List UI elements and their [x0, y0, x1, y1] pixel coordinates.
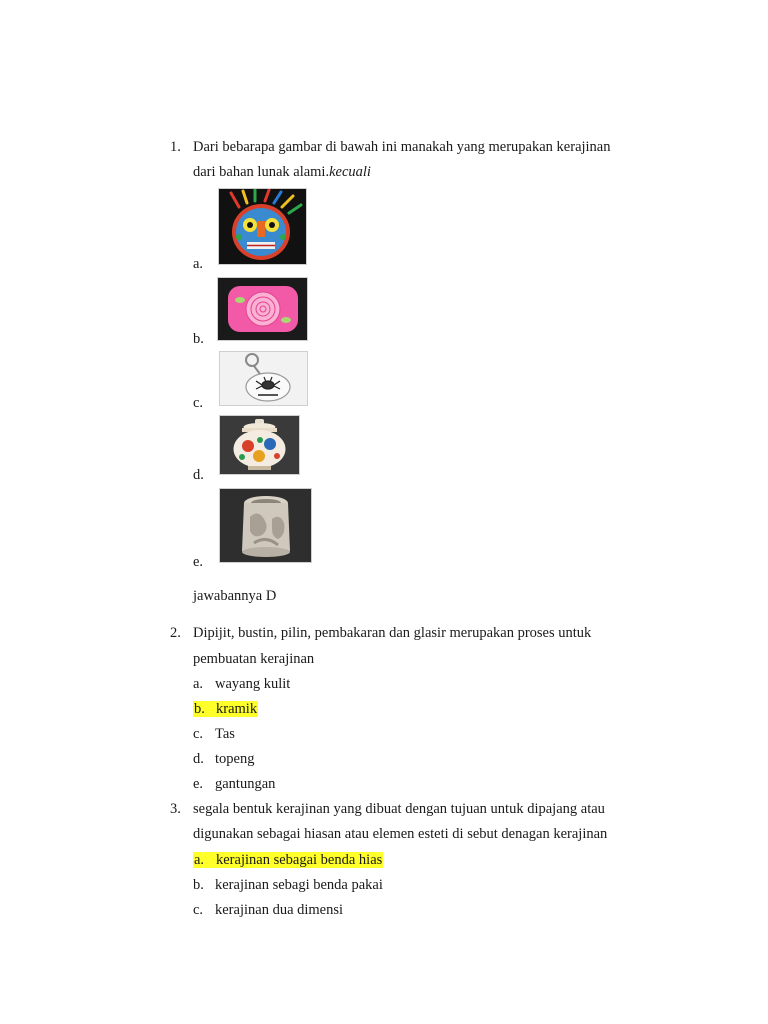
- question-text-continued: pembuatan kerajinan: [193, 651, 315, 667]
- question-text-continued: dari bahan lunak alami.kecuali: [193, 164, 371, 180]
- option-label: topeng: [215, 751, 255, 767]
- question-number: 2.: [170, 625, 181, 641]
- option-a-highlighted: [193, 851, 383, 869]
- option-label: kerajinan sebagi benda pakai: [215, 877, 383, 893]
- question-text: segala bentuk kerajinan yang dibuat dengan tujuan untuk dipajang atau: [193, 801, 605, 817]
- option-letter: e.: [193, 554, 204, 570]
- option-d: [193, 750, 254, 768]
- answer-text: jawabannya D: [193, 588, 277, 604]
- option-label: kerajinan sebagai benda hias: [216, 852, 383, 868]
- option-a: [193, 675, 290, 693]
- option-e: [193, 775, 275, 793]
- option-label: kramik: [216, 701, 258, 717]
- option-letter: b.: [193, 877, 204, 893]
- option-letter: d.: [193, 467, 204, 483]
- option-letter: b.: [193, 331, 204, 347]
- option-letter: c.: [193, 902, 204, 918]
- carved-stone-vase-icon: [220, 489, 311, 562]
- mask-icon: [219, 189, 306, 264]
- emphasis-text: kecuali: [329, 164, 371, 180]
- question-number: 3.: [170, 801, 181, 817]
- question-text: Dari bebarapa gambar di bawah ini manakah yang merupakan kerajinan: [193, 139, 611, 155]
- question-text: Dipijit, bustin, pilin, pembakaran dan glasir merupakan proses untuk: [193, 625, 592, 641]
- option-letter: e.: [193, 776, 204, 792]
- question-text-continued: digunakan sebagai hiasan atau elemen esteti di sebut denagan kerajinan: [193, 826, 608, 842]
- option-letter: d.: [193, 751, 204, 767]
- option-letter: c.: [193, 726, 204, 742]
- pink-flower-soap-icon: [218, 278, 307, 340]
- option-letter: b.: [194, 701, 205, 717]
- option-label: wayang kulit: [215, 676, 291, 692]
- option-letter: c.: [193, 395, 204, 411]
- option-label: Tas: [215, 726, 235, 742]
- option-label: kerajinan dua dimensi: [215, 902, 344, 918]
- option-letter: a.: [193, 676, 204, 692]
- option-letter: a.: [193, 256, 204, 272]
- answer-highlight: [193, 701, 258, 717]
- option-b-highlighted: [193, 700, 258, 718]
- option-b: [193, 876, 383, 894]
- question-number: 1.: [170, 139, 181, 155]
- ceramic-jar-icon: [220, 416, 299, 474]
- option-letter: a.: [194, 852, 205, 868]
- option-c: [193, 901, 343, 919]
- option-label: gantungan: [215, 776, 276, 792]
- option-c: [193, 725, 235, 743]
- resin-keychain-icon: [220, 352, 307, 405]
- answer-highlight: [193, 852, 383, 868]
